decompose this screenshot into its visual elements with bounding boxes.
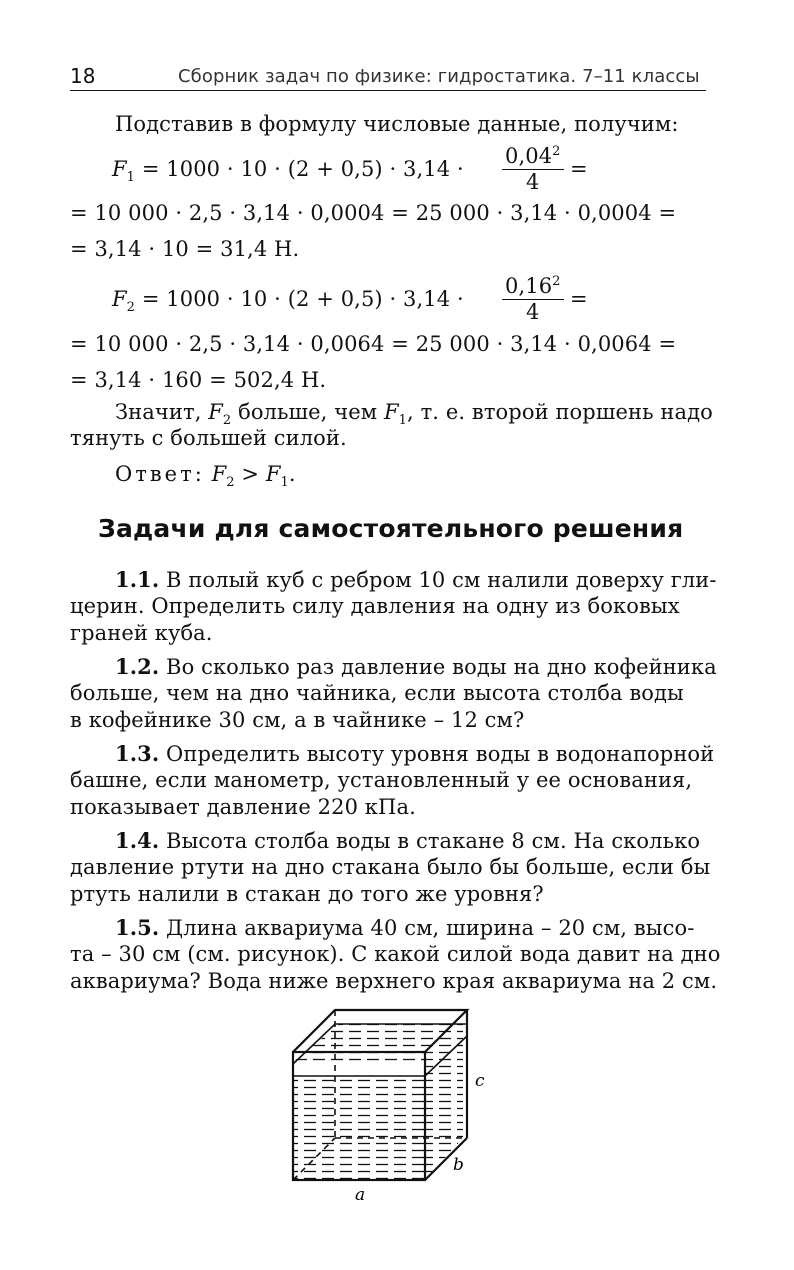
page-number: 18 xyxy=(70,64,96,88)
conclusion-f2-sub: 2 xyxy=(222,413,232,429)
f2-num-exp: 2 xyxy=(552,274,561,289)
f1-expr: = 1000 · 10 · (2 + 0,5) · 3,14 · xyxy=(141,157,464,181)
answer-f2-var: F xyxy=(211,462,227,486)
problem-1-5-line3: аквариума? Вода ниже верхнего края аквариума на 2 см. xyxy=(70,969,718,993)
formula-f2 xyxy=(70,270,710,330)
problem-1-3-line3: показывает давление 220 кПа. xyxy=(70,795,416,819)
f2-lhs xyxy=(112,287,464,315)
running-header xyxy=(70,62,706,91)
f2-numerator xyxy=(502,270,564,300)
f1-var: F xyxy=(112,157,127,181)
f1-numerator xyxy=(502,140,564,170)
problem-1-4-line2: давление ртути на дно стакана было бы больше, если бы xyxy=(70,855,711,879)
section-title: Задачи для самостоятельного решения xyxy=(98,514,684,543)
answer-line: Ответ: $F_2 > F_1$. xyxy=(115,462,296,491)
label-a: a xyxy=(355,1185,366,1205)
f1-num-exp: 2 xyxy=(552,144,561,159)
problem-1-4-number: 1.4. xyxy=(115,828,160,853)
conclusion-f1-sub: 1 xyxy=(398,413,408,429)
f2-sub: 2 xyxy=(126,300,136,316)
problem-1-1-number: 1.1. xyxy=(115,567,160,592)
label-c: c xyxy=(475,1071,485,1091)
problem-1-3-text1: Определить высоту уровня воды в водонапорной xyxy=(166,742,715,766)
conclusion-part-b: больше, чем xyxy=(231,400,384,424)
f1-lhs xyxy=(112,157,464,185)
f2-eq: = xyxy=(570,287,588,311)
f1-num-base: 0,04 xyxy=(505,144,553,168)
problem-1-2-line2: больше, чем на дно чайника, если высота столба воды xyxy=(70,681,684,705)
f1-line3: = 3,14 · 10 = 31,4 Н. xyxy=(70,237,300,261)
conclusion-line1 xyxy=(115,400,755,428)
label-b: b xyxy=(453,1155,464,1175)
f2-fraction xyxy=(502,270,564,324)
problem-1-2-line1 xyxy=(115,654,755,679)
f2-line2: = 10 000 · 2,5 · 3,14 · 0,0064 = 25 000 · 3,14 · 0,0064 = xyxy=(70,332,677,356)
f1-fraction xyxy=(502,140,564,194)
f2-denominator: 4 xyxy=(526,300,540,324)
problem-1-1-line3: граней куба. xyxy=(70,621,213,645)
answer-relation: > xyxy=(234,462,266,486)
problem-1-4-text1: Высота столба воды в стакане 8 см. На сколько xyxy=(166,829,701,853)
conclusion-line2: тянуть с большей силой. xyxy=(70,426,347,450)
conclusion-part-a: Значит, xyxy=(115,400,209,424)
f1-eq: = xyxy=(570,157,588,181)
problem-1-5-number: 1.5. xyxy=(115,915,160,940)
problem-1-2-text1: Во сколько раз давление воды на дно кофейника xyxy=(166,655,717,679)
f2-var: F xyxy=(112,287,127,311)
answer-label: Ответ: xyxy=(115,462,205,486)
problem-1-2-line3: в кофейнике 30 см, а в чайнике – 12 см? xyxy=(70,708,525,732)
problem-1-4-line3: ртуть налили в стакан до того же уровня? xyxy=(70,882,544,906)
f2-line3: = 3,14 · 160 = 502,4 Н. xyxy=(70,368,327,392)
water-front xyxy=(293,1076,425,1180)
aquarium-figure xyxy=(285,1000,515,1210)
conclusion-f1-var: F xyxy=(383,400,399,424)
problem-1-3-line1 xyxy=(115,741,755,766)
problem-1-5-line2: та – 30 см (см. рисунок). С какой силой вода давит на дно xyxy=(70,942,721,966)
formula-f1 xyxy=(70,140,710,200)
problem-1-5-text1: Длина аквариума 40 см, ширина – 20 см, высо- xyxy=(166,916,695,940)
f1-line2: = 10 000 · 2,5 · 3,14 · 0,0004 = 25 000 · 3,14 · 0,0004 = xyxy=(70,201,677,225)
f2-num-base: 0,16 xyxy=(505,274,553,298)
problem-1-4-line1 xyxy=(115,828,755,853)
problem-1-5-line1 xyxy=(115,915,755,940)
answer-f1-var: F xyxy=(265,462,281,486)
problem-1-1-line1 xyxy=(115,567,755,592)
f1-denominator: 4 xyxy=(526,170,540,194)
problem-1-2-number: 1.2. xyxy=(115,654,160,679)
answer-f2-sub: 2 xyxy=(226,475,235,491)
conclusion-f2-var: F xyxy=(208,400,223,424)
solution-intro: Подставив в формулу числовые данные, получим: xyxy=(115,112,679,136)
problem-1-3-number: 1.3. xyxy=(115,741,160,766)
problem-1-1-text1: В полый куб с ребром 10 см налили доверху гли- xyxy=(166,568,717,592)
problem-1-3-line2: башне, если манометр, установленный у ее основания, xyxy=(70,768,693,792)
f1-sub: 1 xyxy=(126,170,136,186)
problem-1-1-line2: церин. Определить силу давления на одну из боковых xyxy=(70,594,680,618)
f2-expr: = 1000 · 10 · (2 + 0,5) · 3,14 · xyxy=(141,287,464,311)
conclusion-part-c: , т. е. второй поршень надо xyxy=(407,400,713,424)
book-title: Сборник задач по физике: гидростатика. 7–11 классы xyxy=(178,66,700,87)
answer-f1-sub: 1 xyxy=(280,475,289,491)
